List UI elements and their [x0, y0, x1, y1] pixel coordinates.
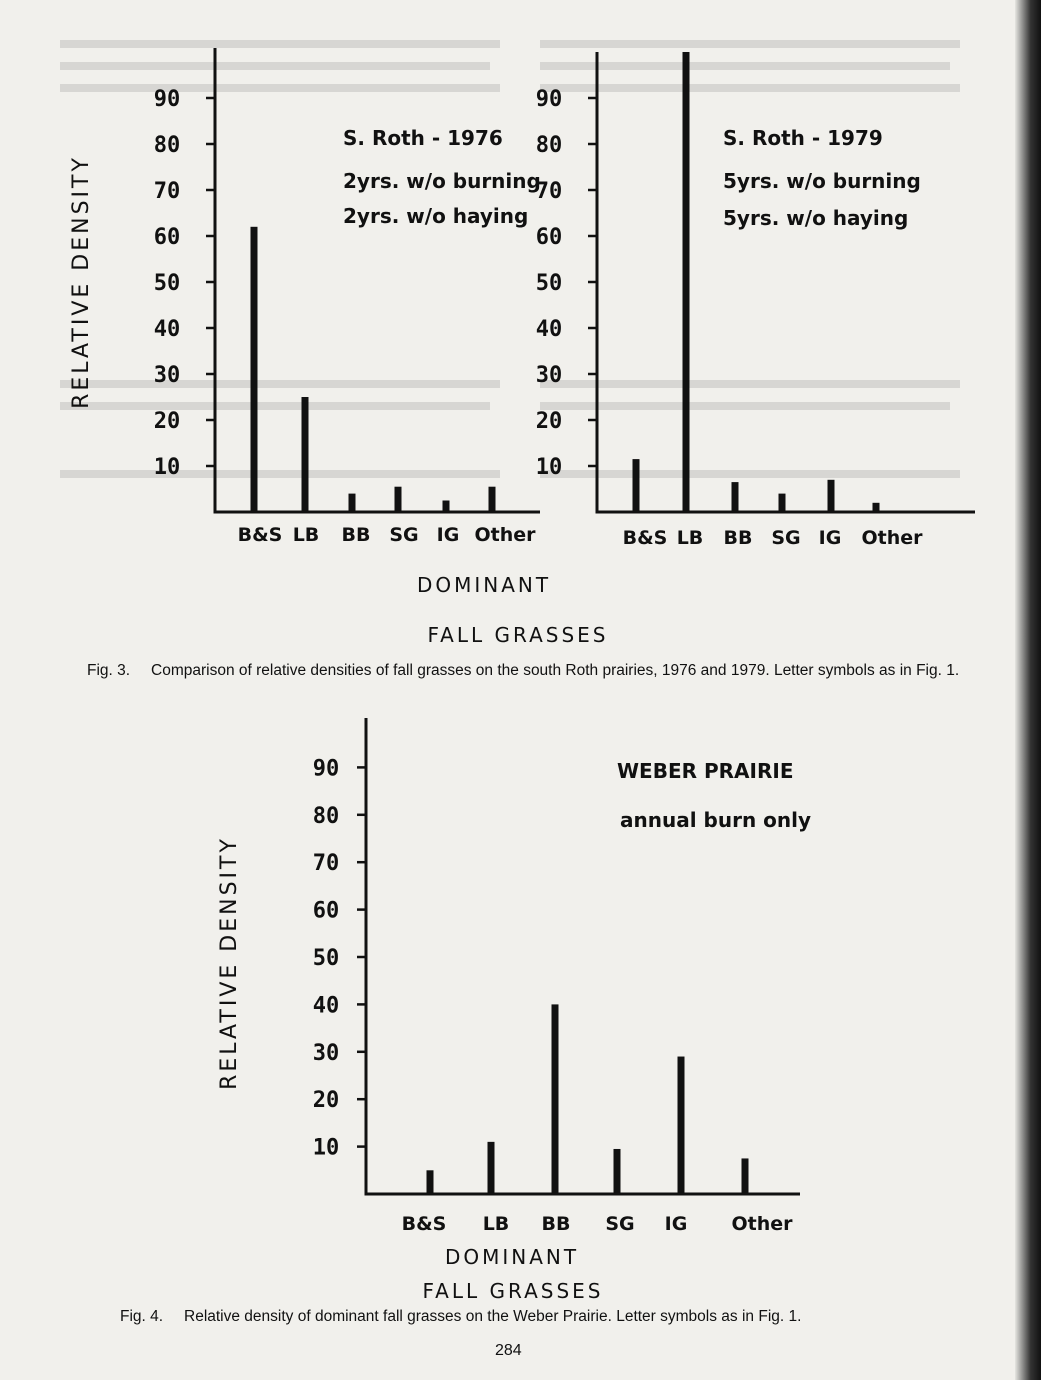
fig4-tick-label-80: 80	[312, 803, 340, 829]
fig4-bar-bs	[427, 1170, 434, 1194]
fig3-1979-bar-sg	[779, 494, 786, 512]
fig3-x-axis-label-line2: FALL GRASSES	[427, 623, 609, 647]
fig4-tick-label-20: 20	[312, 1088, 340, 1114]
fig4-category-label-bs: B&S	[401, 1213, 447, 1235]
fig3-1976-category-labels	[238, 524, 537, 546]
fig4-category-label-bb: BB	[541, 1213, 571, 1235]
fig3-1979-note-burning: 5yrs. w/o burning	[723, 169, 921, 193]
fig4-tick-label-50: 50	[312, 946, 340, 971]
fig3-x-axis-label-line1: DOMINANT	[416, 573, 552, 597]
fig3-1979-tick-label-30: 30	[535, 363, 563, 388]
fig3-1979-tick-label-60: 60	[535, 225, 563, 250]
fig3-1979-category-label-lb: LB	[676, 527, 704, 549]
fig3-1976-tick-label-50: 50	[153, 271, 181, 296]
fig4-y-ticks	[313, 756, 366, 1160]
fig4-title: WEBER PRAIRIE	[617, 759, 794, 783]
fig4-panel-weber	[313, 718, 811, 1235]
fig4-x-axis-label-line2: FALL GRASSES	[422, 1279, 604, 1303]
fig3-1976-tick-label-80: 80	[153, 133, 181, 158]
fig4-bar-lb	[488, 1142, 495, 1194]
fig4-bar-other	[742, 1158, 749, 1194]
fig4-tick-label-60: 60	[312, 898, 340, 924]
fig3-1979-bars	[633, 52, 880, 512]
fig4-bars	[427, 1004, 749, 1194]
figure-4-chart	[0, 700, 1041, 1303]
fig3-1976-category-label-sg: SG	[389, 524, 419, 546]
fig3-1979-tick-label-10: 10	[535, 455, 563, 480]
fig4-caption-text: Relative density of dominant fall grasses on the Weber Prairie. Letter symbols as in Fig. 1.	[184, 1308, 802, 1325]
fig4-category-label-lb: LB	[482, 1213, 510, 1235]
page-number: 284	[495, 1342, 522, 1359]
fig3-1979-bar-ig	[828, 480, 835, 512]
fig3-y-axis-label: RELATIVE DENSITY	[69, 155, 94, 409]
fig3-1976-tick-label-70: 70	[153, 179, 181, 204]
fig4-bar-bb	[552, 1004, 559, 1194]
fig4-x-axis-label-line1: DOMINANT	[444, 1245, 580, 1269]
fig3-1979-category-labels	[623, 527, 924, 549]
fig3-1979-category-label-bb: BB	[723, 527, 753, 549]
fig3-1979-category-label-sg: SG	[771, 527, 801, 549]
fig4-tick-label-10: 10	[312, 1135, 340, 1161]
fig4-tick-label-40: 40	[312, 993, 340, 1019]
fig4-caption-label: Fig. 4.	[120, 1308, 164, 1325]
fig3-1979-y-ticks	[536, 87, 597, 480]
fig3-caption	[87, 661, 967, 680]
fig3-1979-category-label-ig: IG	[818, 527, 842, 549]
fig3-1976-tick-label-40: 40	[153, 317, 181, 342]
fig4-bar-ig	[678, 1057, 685, 1194]
fig3-1976-axes	[215, 48, 540, 512]
fig3-1979-tick-label-80: 80	[535, 133, 563, 158]
fig3-1979-bar-bb	[732, 482, 739, 512]
fig4-tick-label-90: 90	[312, 756, 340, 782]
fig3-1979-tick-label-20: 20	[535, 409, 563, 434]
fig3-1979-bar-bs	[633, 459, 640, 512]
fig3-1979-tick-label-40: 40	[535, 317, 563, 342]
fig3-1976-category-label-lb: LB	[292, 524, 320, 546]
fig3-caption-label: Fig. 3.	[87, 662, 131, 679]
fig3-1976-bar-other	[489, 487, 496, 512]
fig3-1976-bars	[251, 227, 496, 512]
fig3-1976-title: S. Roth - 1976	[343, 126, 503, 150]
fig3-1976-note-haying: 2yrs. w/o haying	[343, 204, 529, 228]
fig3-1976-bar-ig	[443, 501, 450, 513]
fig3-1979-note-haying: 5yrs. w/o haying	[723, 206, 909, 230]
fig4-y-axis-label: RELATIVE DENSITY	[217, 836, 242, 1090]
fig3-1976-category-label-bs: B&S	[237, 524, 283, 546]
fig4-category-labels	[402, 1213, 794, 1235]
fig3-1979-tick-label-50: 50	[535, 271, 563, 296]
fig3-1976-tick-label-30: 30	[153, 363, 181, 388]
fig3-1976-category-label-bb: BB	[341, 524, 371, 546]
fig3-1976-note-burning: 2yrs. w/o burning	[343, 169, 541, 193]
fig3-1979-category-label-bs: B&S	[622, 527, 668, 549]
fig3-1979-category-label-other: Other	[861, 527, 923, 549]
fig3-1979-bar-other	[873, 503, 880, 512]
fig3-1976-y-ticks	[154, 87, 215, 480]
fig3-1976-bar-bb	[349, 494, 356, 512]
fig4-bar-sg	[614, 1149, 621, 1194]
fig3-1979-tick-label-90: 90	[535, 87, 563, 112]
fig3-panel-1976	[154, 48, 541, 546]
fig3-panel-1979	[536, 52, 975, 549]
fig3-1976-tick-label-20: 20	[153, 409, 181, 434]
fig3-1976-bar-sg	[395, 487, 402, 512]
fig4-category-label-other: Other	[731, 1213, 793, 1235]
fig4-axes	[366, 718, 800, 1194]
fig3-caption-text: Comparison of relative densities of fall grasses on the south Roth prairies, 1976 and 1979. Letter symbols as in Fig. 1.	[151, 662, 960, 679]
fig3-1979-bar-lb	[683, 52, 690, 512]
fig3-1976-category-label-ig: IG	[436, 524, 460, 546]
fig3-1976-tick-label-60: 60	[153, 225, 181, 250]
fig4-category-label-sg: SG	[605, 1213, 635, 1235]
fig3-1976-tick-label-10: 10	[153, 455, 181, 480]
fig3-1976-category-label-other: Other	[474, 524, 536, 546]
fig3-1976-bar-bs	[251, 227, 258, 512]
fig3-1976-bar-lb	[302, 397, 309, 512]
figure-3-chart	[0, 0, 1041, 660]
fig4-tick-label-30: 30	[312, 1040, 340, 1066]
fig4-caption	[120, 1307, 940, 1326]
fig3-1979-title: S. Roth - 1979	[723, 126, 883, 150]
fig4-note-burn: annual burn only	[620, 808, 812, 832]
fig3-1979-tick-label-70: 70	[535, 179, 563, 204]
fig3-1976-tick-label-90: 90	[153, 87, 181, 112]
fig4-tick-label-70: 70	[312, 851, 340, 877]
fig3-1979-axes	[597, 52, 975, 512]
fig4-category-label-ig: IG	[664, 1213, 688, 1235]
